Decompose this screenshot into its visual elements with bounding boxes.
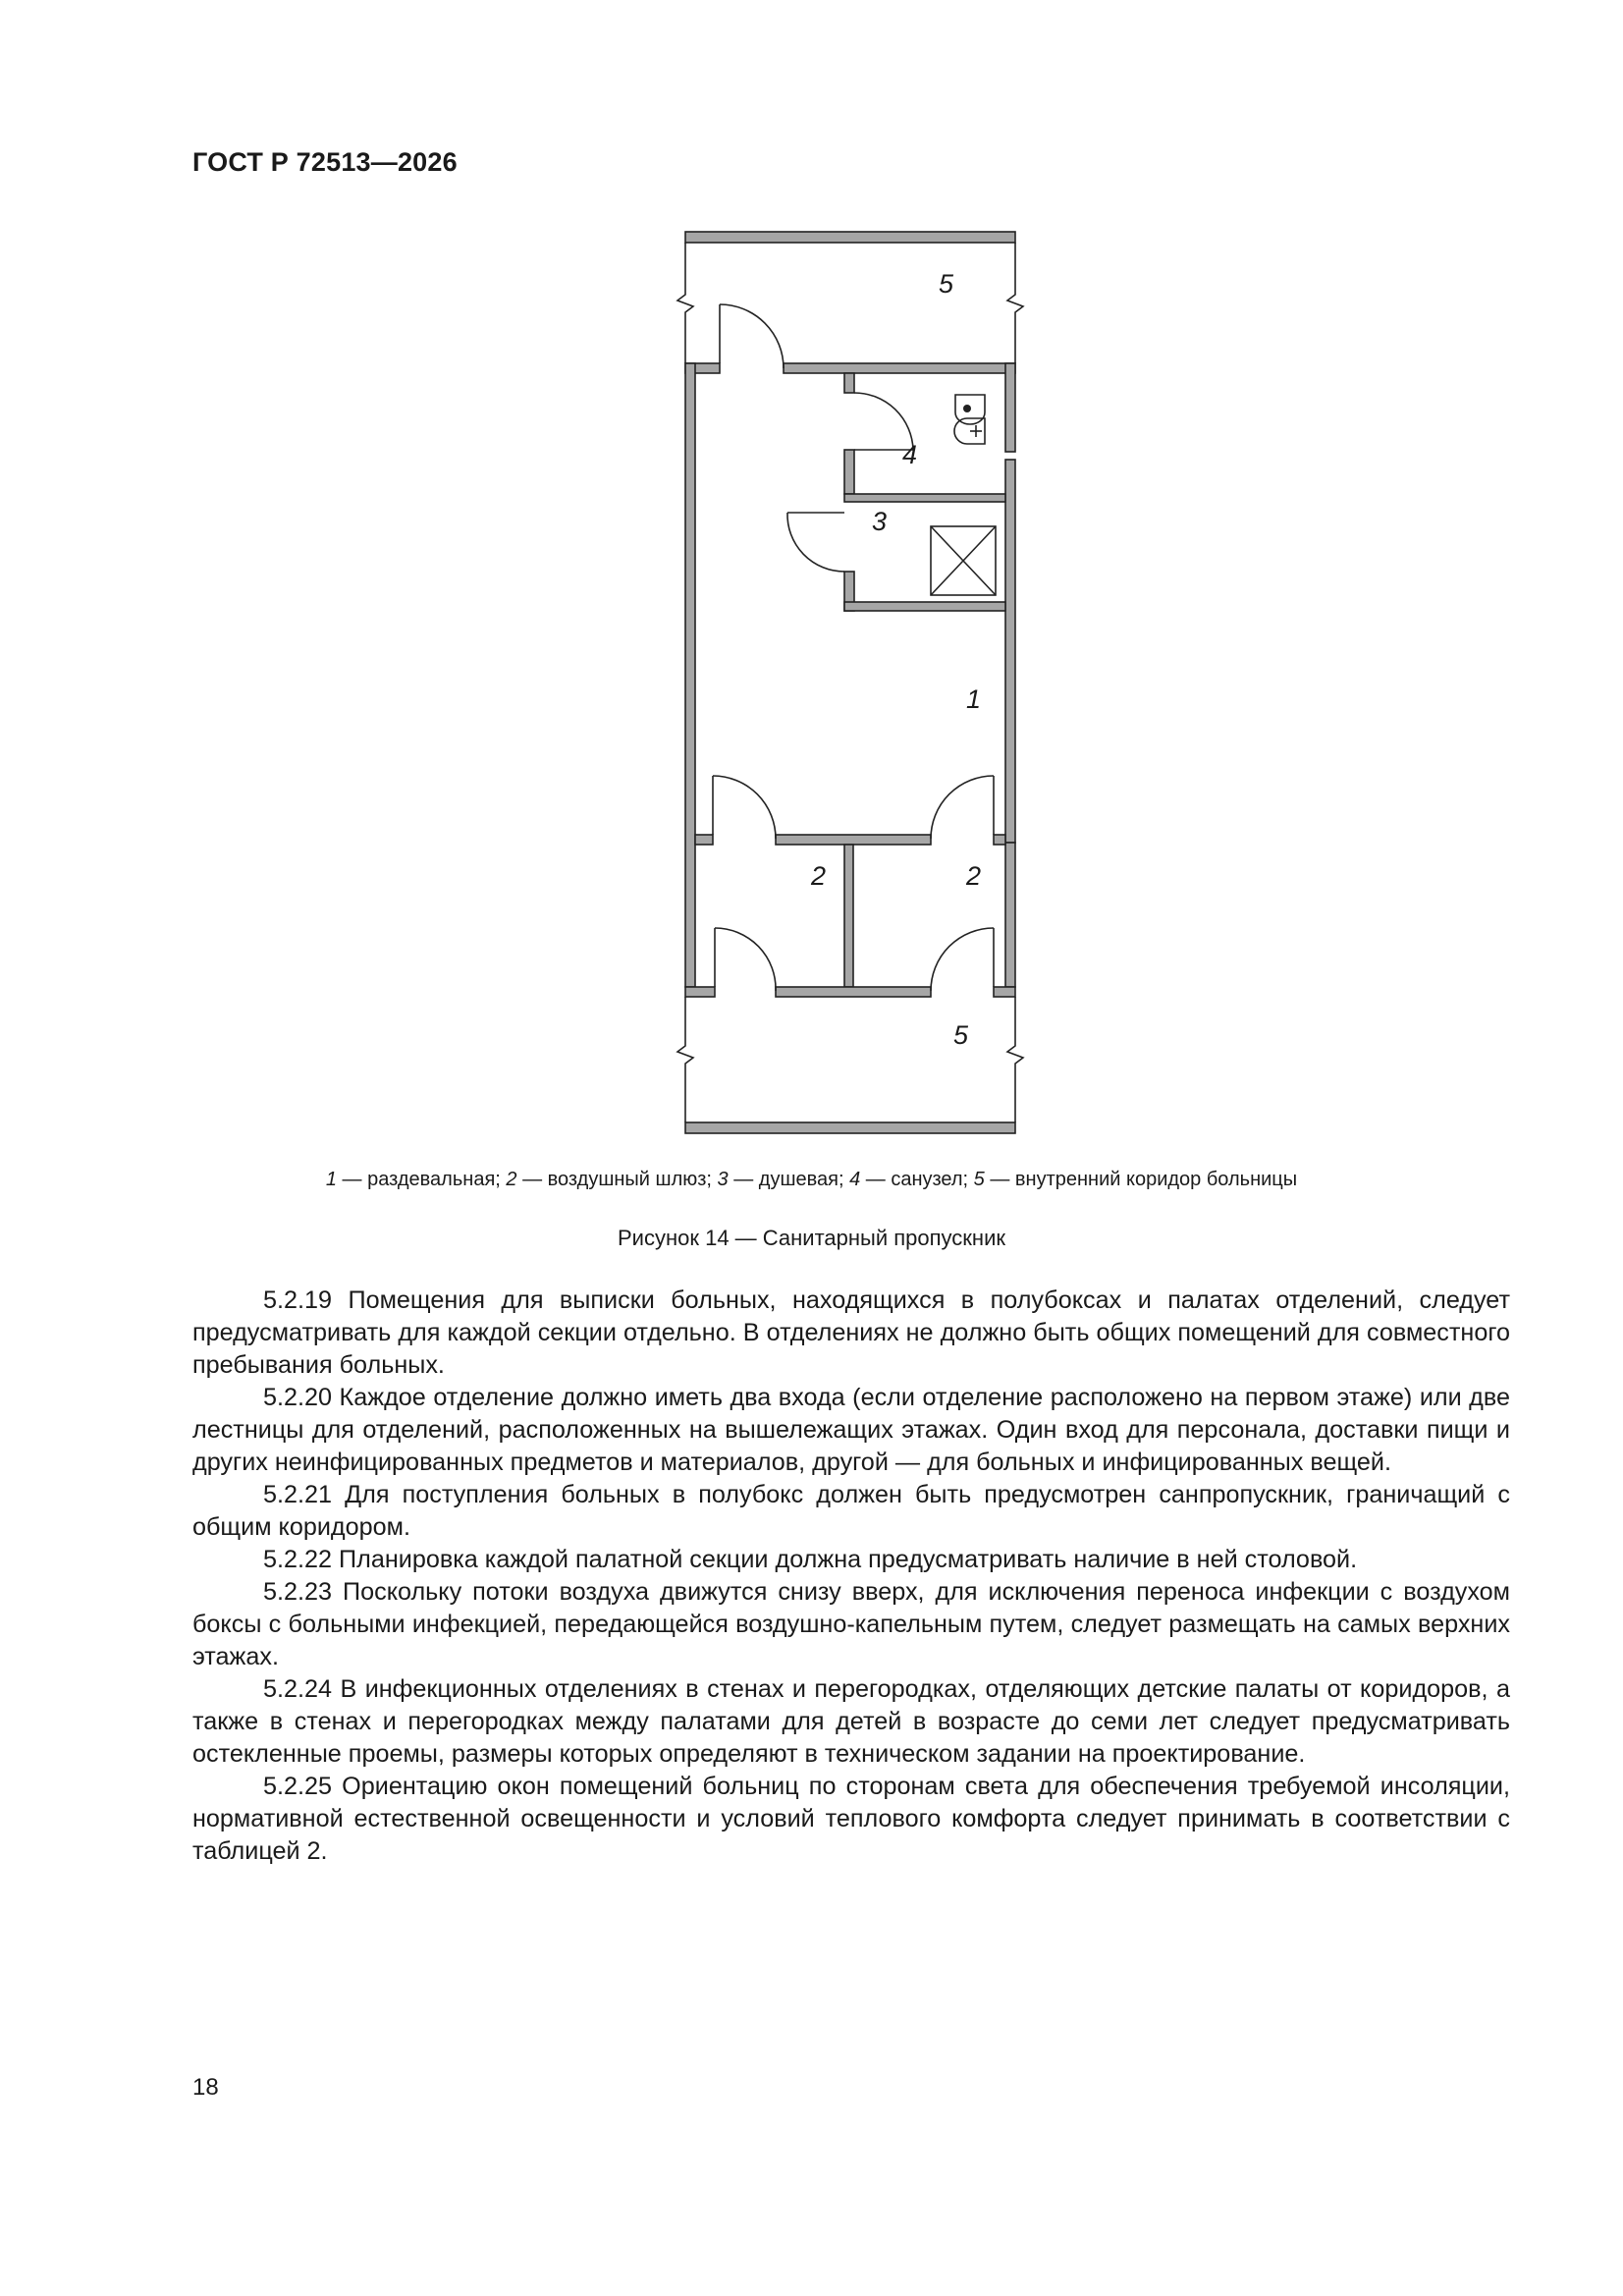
legend-text: — внутренний коридор больницы [984,1169,1298,1190]
room-label-4: 4 [902,440,918,469]
paragraph-5-2-21: 5.2.21 Для поступления больных в полубокс должен быть предусмотрен санпропускник, граничащий с общим коридором. [192,1481,1510,1541]
figure-legend [0,1167,1623,1192]
legend-number: 1 [325,1169,337,1190]
legend-text: — воздушный шлюз; [516,1169,718,1190]
body-text [192,1285,1510,1868]
paragraph-5-2-25: 5.2.25 Ориентацию окон помещений больниц по сторонам света для обеспечения требуемой инсоляции, нормативной естественной освещенности и условий теплового комфорта следует принимать в соответствии с таблицей 2. [192,1773,1510,1865]
floor-plan-figure [668,226,1041,1139]
paragraph-5-2-22: 5.2.22 Планировка каждой палатной секции должна предусматривать наличие в ней столовой. [263,1546,1358,1573]
room-label-1: 1 [966,684,982,714]
room-label-2-left: 2 [811,861,827,891]
document-header: ГОСТ Р 72513—2026 [192,147,458,177]
legend-text: — раздевальная; [337,1169,507,1190]
paragraph-5-2-20: 5.2.20 Каждое отделение должно иметь два входа (если отделение расположено на первом этаже) или две лестницы для отделений, расположенных на вышележащих этажах. Один вход для персонала, доставки пищи и других неинфицированных предметов и материалов, другой — для больных и инфицированных вещей. [192,1384,1510,1476]
paragraph-5-2-24: 5.2.24 В инфекционных отделениях в стенах и перегородках, отделяющих детские палаты от коридоров, а также в стенах и перегородках между палатами для детей в возрасте до семи лет следует предусматривать остекленные проемы, размеры которых определяют в техническом задании на проектирование. [192,1675,1510,1768]
room-label-2-right: 2 [966,861,982,891]
figure-title: Рисунок 14 — Санитарный пропускник [618,1226,1005,1250]
legend-number: 4 [849,1169,861,1190]
legend-number: 3 [717,1169,729,1190]
paragraph-5-2-19: 5.2.19 Помещения для выписки больных, находящихся в полубоксах и палатах отделений, следует предусматривать для каждой секции отдельно. В отделениях не должно быть общих помещений для совместного пребывания больных. [192,1286,1510,1379]
room-label-5-top: 5 [939,269,954,299]
legend-text: — душевая; [728,1169,850,1190]
legend-number: 2 [506,1169,517,1190]
room-label-3: 3 [872,507,888,536]
room-labels [810,269,981,1050]
room-label-5-bottom: 5 [953,1020,969,1050]
legend-text: — санузел; [860,1169,974,1190]
floor-plan-drawing [668,226,1041,1139]
walls [685,232,1015,1133]
page-number: 18 [192,2074,219,2101]
paragraph-5-2-23: 5.2.23 Поскольку потоки воздуха движутся снизу вверх, для исключения переноса инфекции с воздухом боксы с больными инфекцией, передающейся воздушно-капельным путем, следует размещать на самых верхних этажах. [192,1578,1510,1670]
legend-number: 5 [973,1169,985,1190]
